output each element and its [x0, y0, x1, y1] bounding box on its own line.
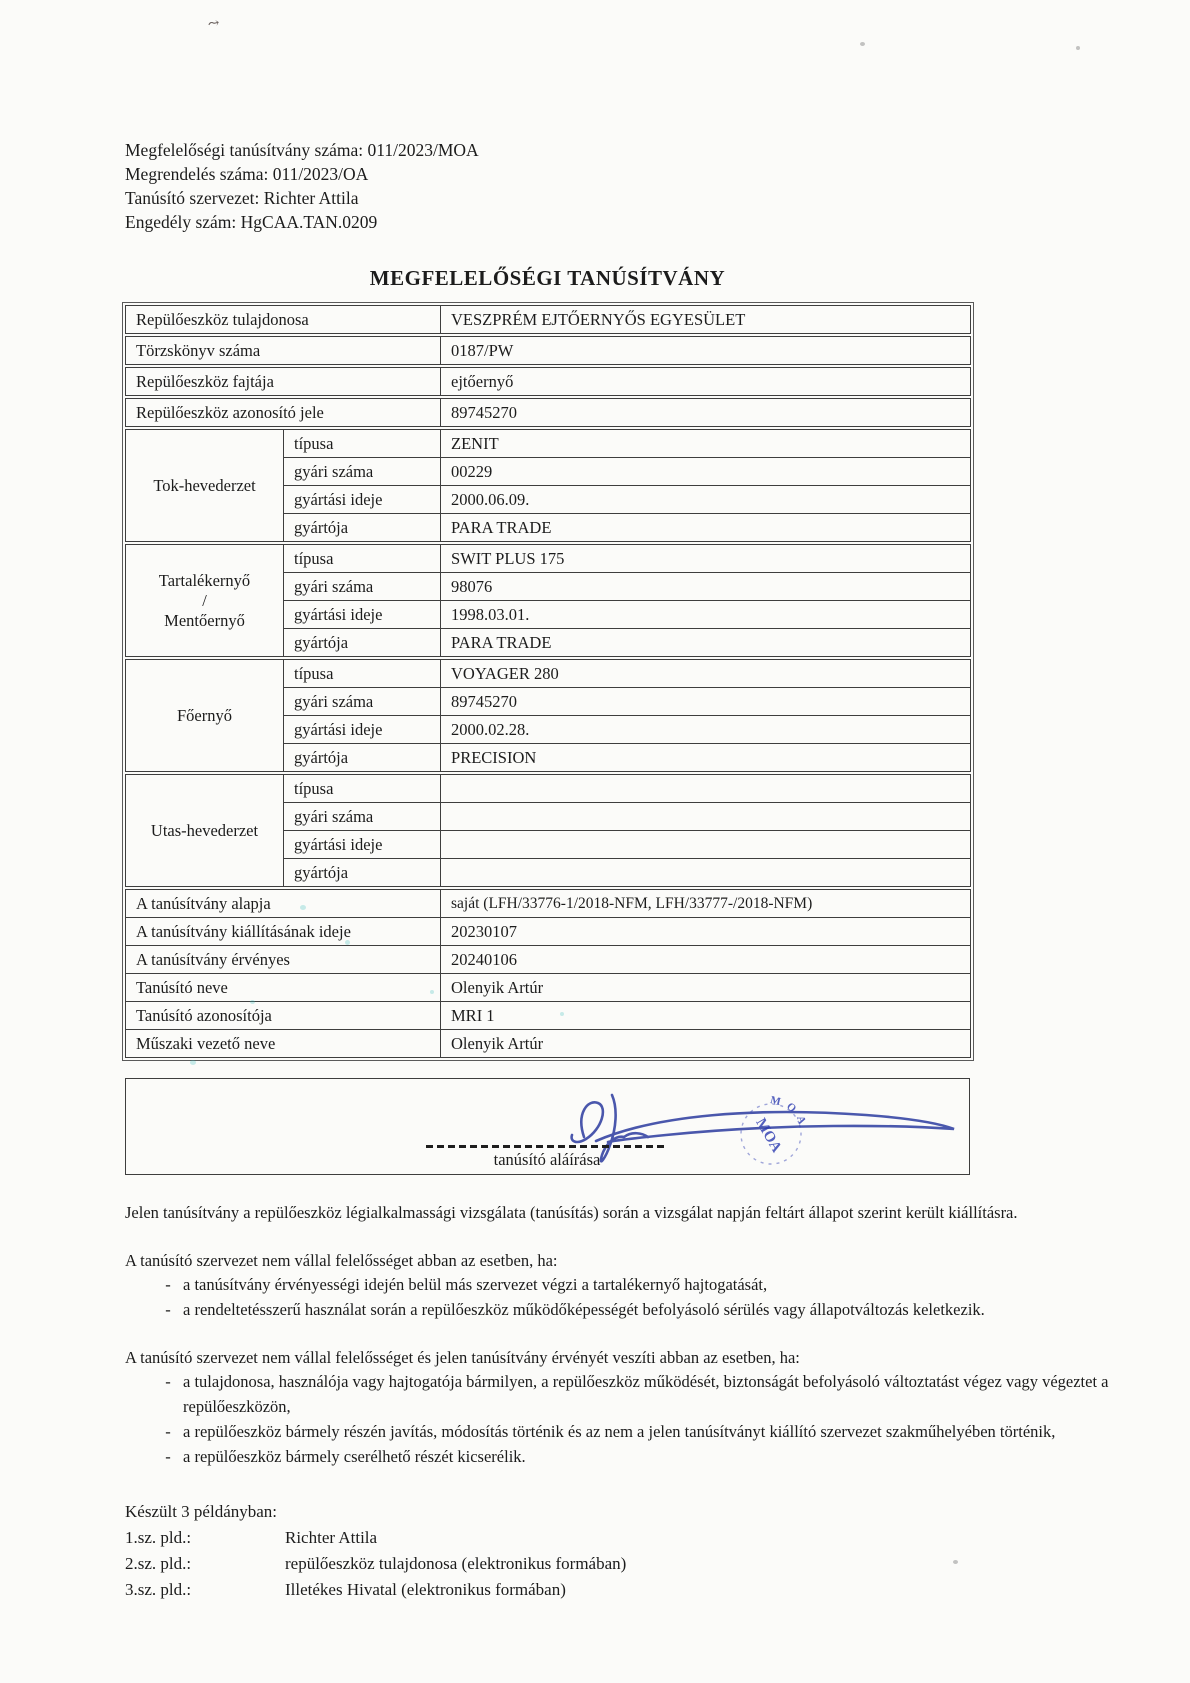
row-label: gyártási ideje: [284, 831, 441, 859]
row-label: típusa: [284, 658, 441, 688]
table-row: [126, 974, 971, 1002]
certifier-org-line: Tanúsító szervezet: Richter Attila: [125, 188, 359, 208]
row-label: típusa: [284, 773, 441, 803]
row-value: VOYAGER 280: [441, 658, 971, 688]
bullet-dash: -: [165, 1372, 171, 1392]
table-row: [126, 658, 971, 688]
bullet-text: a repülőeszköz bármely cserélhető részét kicserélik.: [183, 1446, 526, 1466]
row-label: gyári száma: [284, 688, 441, 716]
row-label: gyártási ideje: [284, 716, 441, 744]
signature-line: [426, 1145, 668, 1148]
group-name-line: Mentőernyő: [164, 610, 245, 630]
row-label: gyártója: [284, 744, 441, 774]
row-value: 20240106: [441, 946, 971, 974]
signature-caption: tanúsító aláírása: [493, 1150, 601, 1169]
row-label: Műszaki vezető neve: [126, 1030, 441, 1058]
row-label: típusa: [284, 428, 441, 458]
row-value: SWIT PLUS 175: [441, 543, 971, 573]
group-name-line: Főernyő: [177, 705, 232, 725]
table-row: [126, 1030, 971, 1058]
table-row: [126, 335, 971, 366]
table-row: [126, 397, 971, 428]
row-value: 98076: [441, 573, 971, 601]
row-value: 89745270: [441, 688, 971, 716]
group-name-line: /: [202, 590, 207, 610]
group-name-reserve-canopy: [126, 543, 284, 658]
group-name-harness: [126, 428, 284, 543]
table-row: [126, 773, 971, 803]
certificate-header-block: [125, 138, 1155, 234]
table-row: [126, 543, 971, 573]
row-label: A tanúsítvány kiállításának ideje: [126, 918, 441, 946]
row-value: 00229: [441, 458, 971, 486]
bullet-dash: -: [165, 1446, 171, 1466]
group-name-main-canopy: [126, 658, 284, 773]
certificate-number-line: Megfelelőségi tanúsítvány száma: 011/2023/MOA: [125, 140, 479, 160]
copy-label: 3.sz. pld.:: [125, 1580, 192, 1600]
copy-row: [125, 1551, 1155, 1577]
row-value: ZENIT: [441, 428, 971, 458]
bullet-text: a tulajdonosa, használója vagy hajtogatója bármilyen, a repülőeszköz működését, biztonságát befolyásoló változtatást végez vagy végeztet a repülőeszközön,: [183, 1372, 1109, 1417]
copy-label: 2.sz. pld.:: [125, 1554, 192, 1574]
copy-value: Richter Attila: [285, 1528, 378, 1548]
copies-intro: Készült 3 példányban:: [125, 1502, 278, 1522]
row-value: 1998.03.01.: [441, 601, 971, 629]
row-label: Repülőeszköz fajtája: [126, 366, 441, 397]
table-row: [126, 1002, 971, 1030]
row-value: [441, 859, 971, 889]
scan-speck: [190, 1060, 196, 1065]
row-label: gyári száma: [284, 803, 441, 831]
bullet-dash: -: [165, 1421, 171, 1441]
table-row: [126, 888, 971, 918]
row-label: A tanúsítvány érvényes: [126, 946, 441, 974]
scan-speck: [860, 42, 865, 46]
row-value: 2000.02.28.: [441, 716, 971, 744]
row-label: Törzskönyv száma: [126, 335, 441, 366]
group-name-line: Utas-hevederzet: [150, 820, 259, 840]
row-label: gyártója: [284, 629, 441, 659]
copy-row: [125, 1577, 1155, 1603]
page-title: MEGFELELŐSÉGI TANÚSÍTVÁNY: [369, 266, 726, 290]
bullet-dash: -: [165, 1299, 171, 1319]
scan-speck: [430, 990, 434, 994]
row-value: VESZPRÉM EJTŐERNYŐS EGYESÜLET: [441, 306, 971, 336]
row-label: Tanúsító neve: [126, 974, 441, 1002]
group-name-line: Tok-hevederzet: [153, 475, 256, 495]
row-value: 2000.06.09.: [441, 486, 971, 514]
row-value: saját (LFH/33776-1/2018-NFM, LFH/33777-/2018-NFM): [441, 888, 971, 918]
signature-box: [125, 1078, 970, 1175]
scan-speck: [300, 905, 306, 910]
group-name-line: Tartalékernyő: [158, 570, 251, 590]
row-value: 20230107: [441, 918, 971, 946]
permit-number-line: Engedély szám: HgCAA.TAN.0209: [125, 212, 378, 232]
document-content: [125, 0, 1155, 1603]
stamp-center-text: MOA: [752, 1115, 785, 1156]
row-value: [441, 831, 971, 859]
list-item: [125, 1298, 1155, 1323]
row-label: gyártási ideje: [284, 601, 441, 629]
table-row: [126, 918, 971, 946]
scan-speck: [250, 1000, 255, 1004]
copy-label: 1.sz. pld.:: [125, 1528, 192, 1548]
table-row: [126, 428, 971, 458]
bullet-text: a repülőeszköz bármely részén javítás, módosítás történik és az nem a jelen tanúsítványt kiállító szervezet szakműhelyében történik,: [183, 1421, 1056, 1441]
row-label: A tanúsítvány alapja: [126, 888, 441, 918]
scan-speck: [1076, 46, 1080, 50]
row-value: [441, 803, 971, 831]
note-paragraph-1: Jelen tanúsítvány a repülőeszköz légialkalmassági vizsgálata (tanúsítás) során a vizsgálat napján feltárt állapot szerint került kiállításra.: [125, 1203, 1018, 1222]
row-label: gyártója: [284, 514, 441, 544]
scan-artifact-mark: ⤳: [206, 15, 222, 34]
row-value: 89745270: [441, 397, 971, 428]
note-paragraph-2-intro: A tanúsító szervezet nem vállal felelősséget abban az esetben, ha:: [125, 1250, 558, 1270]
table-row: [126, 946, 971, 974]
row-value: PARA TRADE: [441, 629, 971, 659]
row-value: Olenyik Artúr: [441, 974, 971, 1002]
row-label: gyártási ideje: [284, 486, 441, 514]
row-label: gyári száma: [284, 458, 441, 486]
table-row: [126, 306, 971, 336]
list-item: [125, 1370, 1155, 1420]
copy-value: Illetékes Hivatal (elektronikus formában): [285, 1580, 566, 1600]
bullet-text: a tanúsítvány érvényességi idején belül más szervezet végzi a tartalékernyő hajtogatását,: [183, 1274, 768, 1294]
group-name-passenger-harness: [126, 773, 284, 888]
row-value: PRECISION: [441, 744, 971, 774]
bullet-text: a rendeltetésszerű használat során a repülőeszköz működőképességét befolyásoló sérülés vagy állapotváltozás keletkezik.: [183, 1299, 985, 1319]
row-value: 0187/PW: [441, 335, 971, 366]
note-paragraph-3-intro: A tanúsító szervezet nem vállal felelősséget és jelen tanúsítvány érvényét veszíti abban az esetben, ha:: [125, 1348, 800, 1368]
order-number-line: Megrendelés száma: 011/2023/OA: [125, 164, 369, 184]
certificate-table: [125, 305, 971, 1058]
row-label: típusa: [284, 543, 441, 573]
row-label: Tanúsító azonosítója: [126, 1002, 441, 1030]
table-row: [126, 366, 971, 397]
row-value: MRI 1: [441, 1002, 971, 1030]
scan-speck: [953, 1560, 958, 1564]
scan-speck: [345, 940, 350, 945]
list-item: [125, 1445, 1155, 1470]
scan-speck: [560, 1012, 564, 1016]
list-item: [125, 1273, 1155, 1298]
row-label: Repülőeszköz azonosító jele: [126, 397, 441, 428]
row-label: gyártója: [284, 859, 441, 889]
row-value: Olenyik Artúr: [441, 1030, 971, 1058]
row-label: gyári száma: [284, 573, 441, 601]
copies-block: [125, 1499, 1155, 1603]
list-item: [125, 1420, 1155, 1445]
row-label: Repülőeszköz tulajdonosa: [126, 306, 441, 336]
row-value: PARA TRADE: [441, 514, 971, 544]
stamp-ring-text: MOA: [769, 1094, 811, 1132]
copy-value: repülőeszköz tulajdonosa (elektronikus formában): [285, 1554, 627, 1574]
row-value: ejtőernyő: [441, 366, 971, 397]
bullet-dash: -: [165, 1274, 171, 1294]
copy-row: [125, 1525, 1155, 1551]
row-value: [441, 773, 971, 803]
